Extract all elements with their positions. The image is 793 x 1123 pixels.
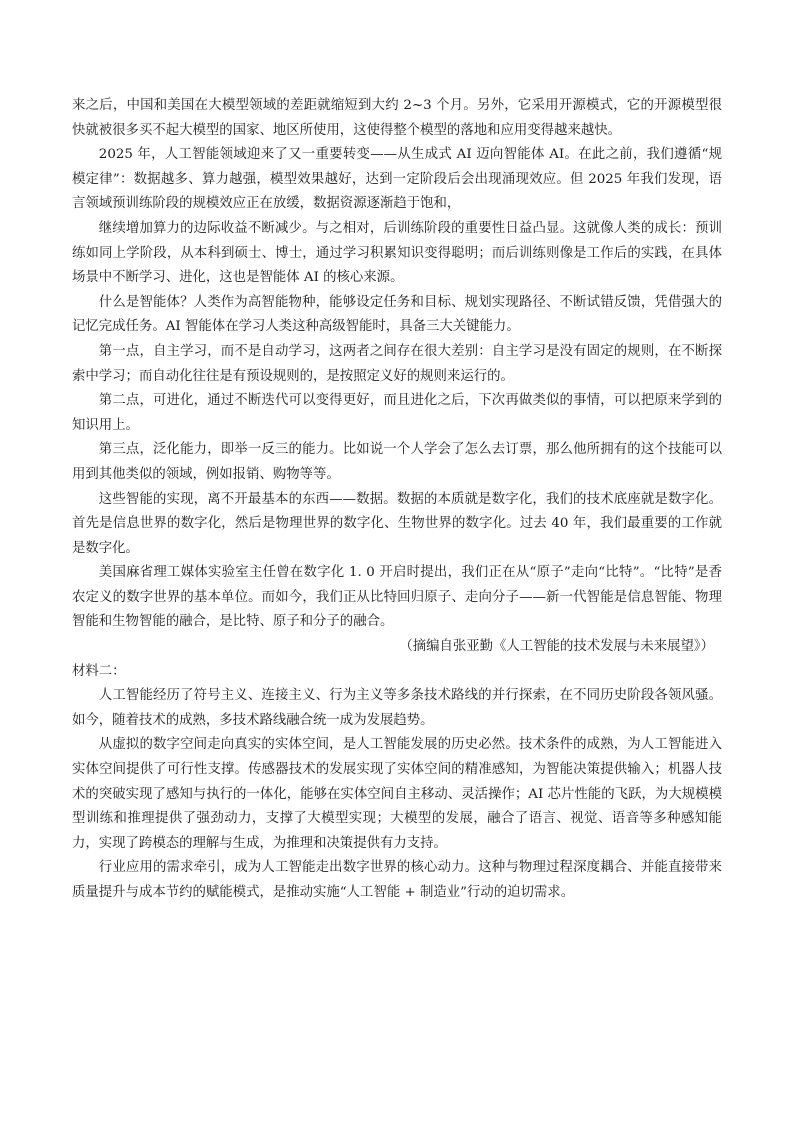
paragraph-6: 第二点，可进化，通过不断迭代可以变得更好，而且进化之后，下次再做类似的事情，可以把原来学到的知识用上。 xyxy=(72,393,722,433)
paragraph-5: 第一点，自主学习，而不是自动学习，这两者之间存在很大差别：自主学习是没有固定的规则，在不断探索中学习；而自动化往往是有预设规则的，是按照定义好的规则来运行的。 xyxy=(72,343,722,384)
material-two-paragraph-3: 行业应用的需求牵引，成为人工智能走出数字世界的核心动力。这种与物理过程深度耦合、并能直接带来质量提升与成本节约的赋能模式，是推动实施“人工智能 + 制造业”行动的迫切需求。 xyxy=(72,860,722,900)
paragraph-2: 2025 年，人工智能领域迎来了又一重要转变——从生成式 AI 迈向智能体 AI。在此之前，我们遵循“规模定律”：数据越多、算力越强，模型效果越好，达到一定阶段后会出现涌现效应。但 2025 年我们发现，语言领域预训练阶段的规模效应正在放缓，数据资源逐渐趋于饱和， xyxy=(72,147,722,212)
paragraph-8: 这些智能的实现，离不开最基本的东西——数据。数据的本质就是数字化，我们的技术底座就是数字化。首先是信息世界的数字化，然后是物理世界的数字化、生物世界的数字化。过去 40 年，我们最重要的工作就是数字化。 xyxy=(72,491,722,556)
material-two-label: 材料二： xyxy=(72,663,126,679)
source-citation: （摘编自张亚勤《人工智能的技术发展与未来展望》） xyxy=(399,639,714,655)
paragraph-1: 来之后，中国和美国在大模型领域的差距就缩短到大约 2~3 个月。另外，它采用开源模式，它的开源模型很快就被很多买不起大模型的国家、地区所使用，这使得整个模型的落地和应用变得越来越快。 xyxy=(72,98,722,138)
paragraph-7: 第三点，泛化能力，即举一反三的能力。比如说一个人学会了怎么去订票，那么他所拥有的这个技能可以用到其他类似的领域，例如报销、购物等等。 xyxy=(72,442,722,482)
document-body xyxy=(72,94,722,906)
material-two-paragraph-1: 人工智能经历了符号主义、连接主义、行为主义等多条技术路线的并行探索，在不同历史阶段各领风骚。如今，随着技术的成熟，多技术路线融合统一成为发展趋势。 xyxy=(72,688,722,728)
paragraph-9: 美国麻省理工媒体实验室主任曾在数字化 1. 0 开启时提出，我们正在从“原子”走向“比特”。“比特”是香农定义的数字世界的基本单位。而如今，我们正从比特回归原子、走向分子——新一代智能是信息智能、物理智能和生物智能的融合，是比特、原子和分子的融合。 xyxy=(72,565,722,630)
paragraph-4: 什么是智能体？人类作为高智能物种，能够设定任务和目标、规划实现路径、不断试错反馈，凭借强大的记忆完成任务。AI 智能体在学习人类这种高级智能时，具备三大关键能力。 xyxy=(72,294,722,335)
material-two-paragraph-2: 从虚拟的数字空间走向真实的实体空间，是人工智能发展的历史必然。技术条件的成熟，为人工智能进入实体空间提供了可行性支撑。传感器技术的发展实现了实体空间的精准感知，为智能决策提供输入；机器人技术的突破实现了感知与执行的一体化，能够在实体空间自主移动、灵活操作；AI 芯片性能的飞跃，为大规模模型训练和推理提供了强劲动力，支撑了大模型实现；大模型的发展，融合了语言、视觉、语音等多种感知能力，实现了跨模态的理解与生成，为推理和决策提供有力支持。 xyxy=(72,737,722,851)
paragraph-3: 继续增加算力的边际收益不断减少。与之相对，后训练阶段的重要性日益凸显。这就像人类的成长：预训练如同上学阶段，从本科到硕士、博士，通过学习积累知识变得聪明；而后训练则像是工作后的实践，在具体场景中不断学习、进化，这也是智能体 AI 的核心来源。 xyxy=(72,220,722,286)
